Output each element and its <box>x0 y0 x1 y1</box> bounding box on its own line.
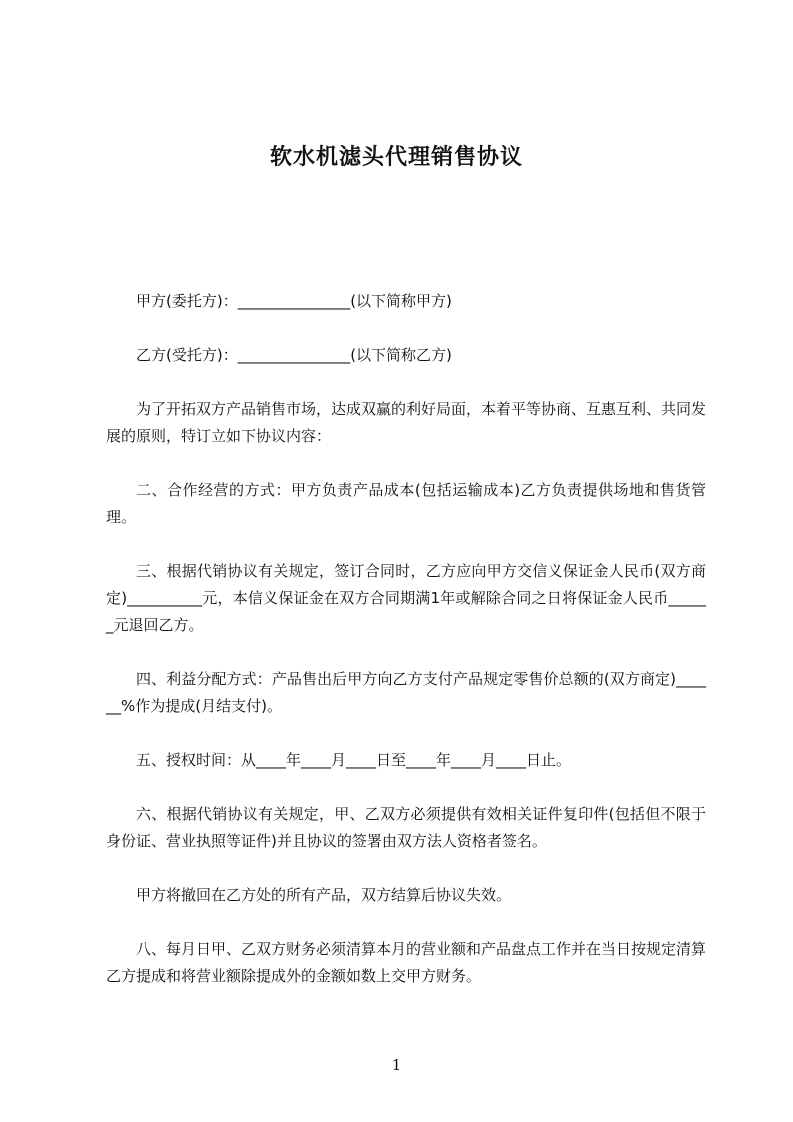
document-body <box>106 288 706 1017</box>
preamble-paragraph: 为了开拓双方产品销售市场，达成双赢的利好局面，本着平等协商、互惠互利、共同发展的原则，特订立如下协议内容： <box>106 400 707 445</box>
party-a-line: 甲方(委托方)：_______________(以下简称甲方) <box>136 292 452 310</box>
clause-2-paragraph: 二、合作经营的方式：甲方负责产品成本(包括运输成本)乙方负责提供场地和售货管理。 <box>106 481 706 526</box>
party-b-line: 乙方(受托方)：_______________(以下简称乙方) <box>136 346 452 364</box>
page-number: 1 <box>391 1056 402 1074</box>
withdrawal-paragraph: 甲方将撤回在乙方处的所有产品，双方结算后协议失效。 <box>136 886 512 904</box>
clause-4-paragraph: 四、利益分配方式：产品售出后甲方向乙方支付产品规定零售价总额的(双方商定)______%作为提成(月结支付)。 <box>106 670 706 715</box>
clause-8-paragraph: 八、每月日甲、乙双方财务必须清算本月的营业额和产品盘点工作并在当日按规定清算乙方提成和将营业额除提成外的金额如数上交甲方财务。 <box>106 940 707 985</box>
clause-5-paragraph: 五、授权时间：从____年____月____日至____年____月____日止。 <box>136 751 572 769</box>
document-title: 软水机滤头代理销售协议 <box>269 145 523 170</box>
clause-6-paragraph: 六、根据代销协议有关规定，甲、乙双方必须提供有效相关证件复印件(包括但不限于身份证、营业执照等证件)并且协议的签署由双方法人资格者签名。 <box>106 805 706 850</box>
clause-3-paragraph: 三、根据代销协议有关规定，签订合同时，乙方应向甲方交信义保证金人民币(双方商定)__________元，本信义保证金在双方合同期满1年或解除合同之日将保证金人民币______元退回乙方。 <box>106 562 706 634</box>
